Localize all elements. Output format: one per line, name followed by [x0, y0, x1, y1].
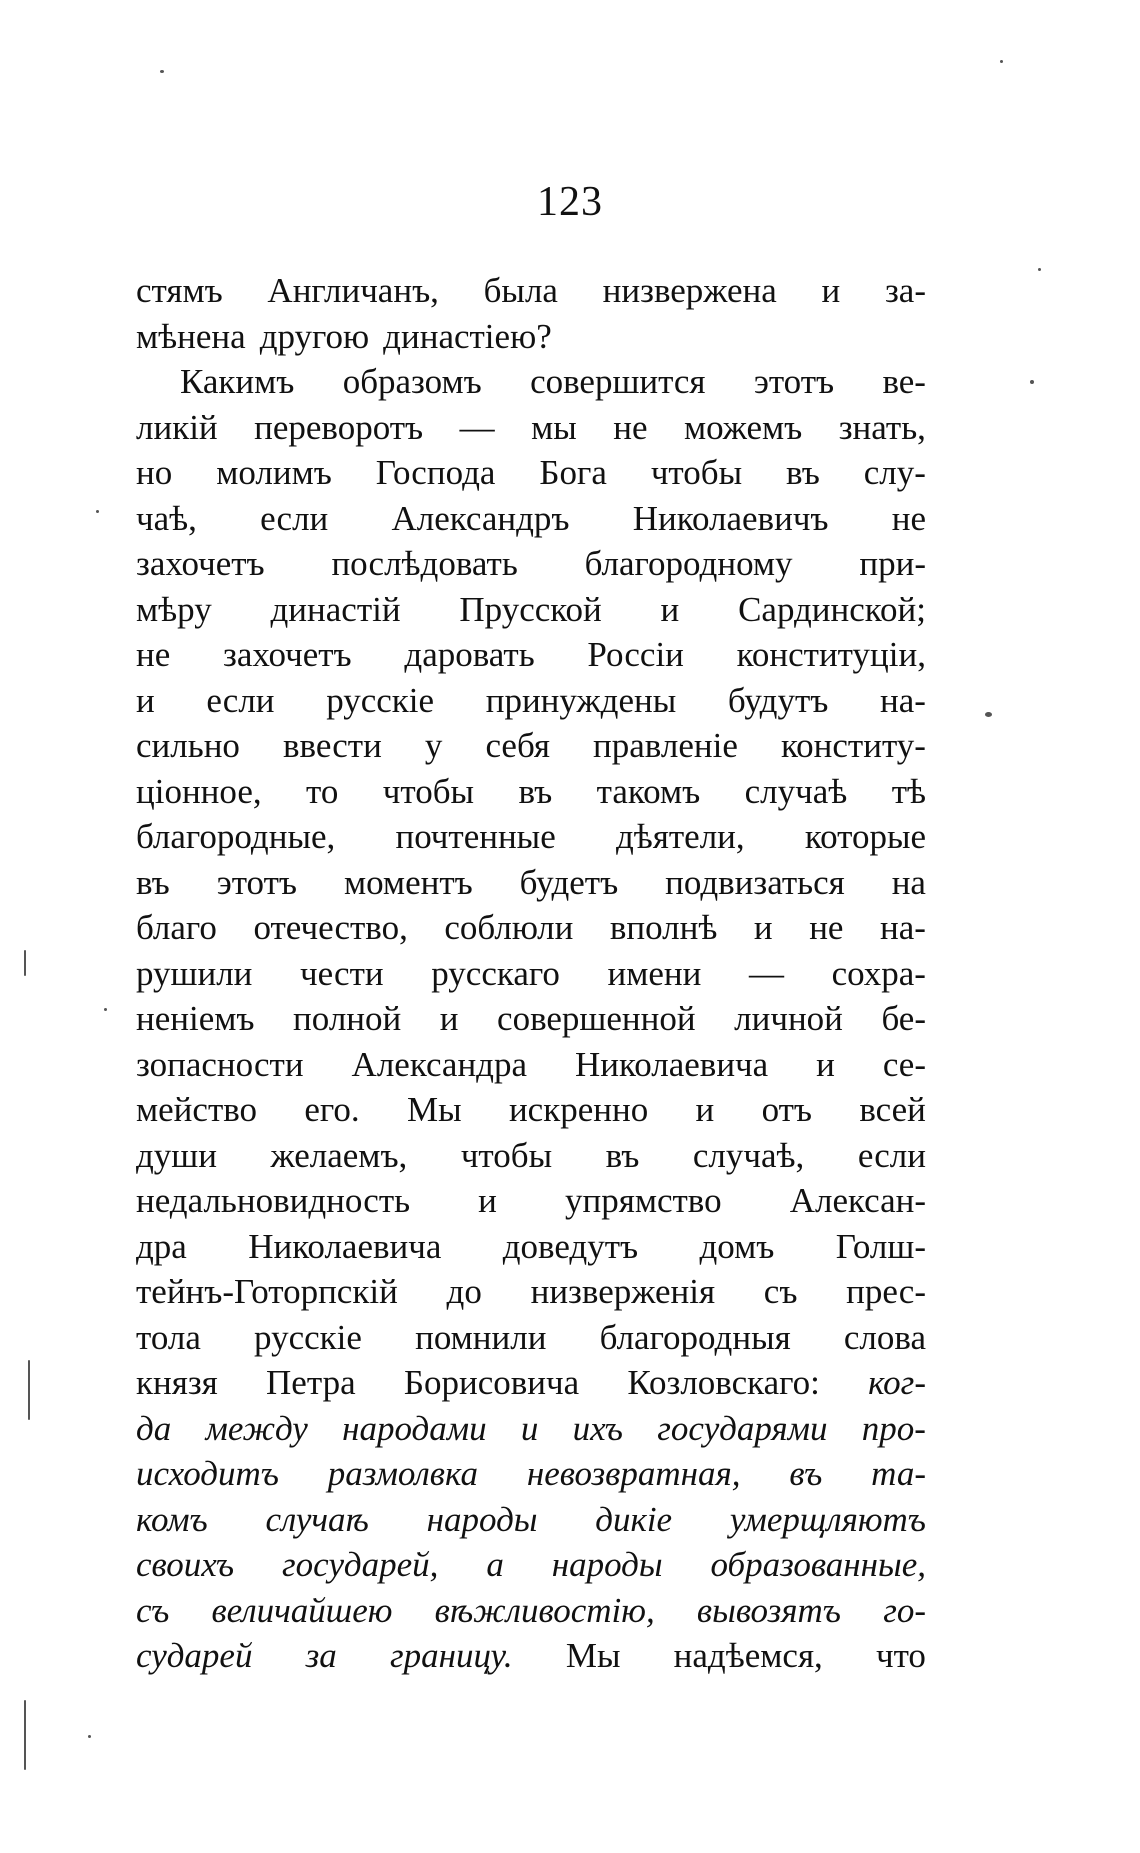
text-line — [136, 723, 926, 769]
text-line — [136, 541, 926, 587]
word: ког- — [868, 1363, 926, 1402]
word: души — [136, 1135, 217, 1175]
word: — — [459, 407, 495, 447]
text-line — [136, 905, 926, 951]
word: не — [136, 635, 171, 674]
word: и — [660, 589, 680, 629]
word: моментъ — [343, 862, 473, 902]
word: соблюли — [444, 908, 574, 947]
word: сударей — [136, 1636, 253, 1675]
word: даровать — [404, 635, 535, 674]
word: благородные, — [136, 817, 336, 856]
word: Сардинской; — [738, 589, 926, 629]
word: зопасности — [136, 1044, 304, 1084]
word: такомъ — [596, 771, 701, 811]
word: съ — [136, 1590, 170, 1630]
word: то — [306, 771, 339, 811]
word: совершится — [530, 362, 706, 401]
word: случаѣ — [265, 1499, 369, 1539]
word: чтобы — [460, 1135, 553, 1175]
text-line — [136, 1178, 926, 1224]
word: конститу- — [780, 726, 926, 765]
word: въ — [518, 771, 553, 811]
word: сильно — [136, 726, 240, 765]
word: династiй — [270, 589, 401, 629]
word: а — [486, 1545, 504, 1584]
word: Алексан- — [789, 1181, 926, 1220]
word: не — [809, 908, 844, 947]
word: ихъ — [572, 1408, 623, 1448]
word: отъ — [761, 1090, 813, 1129]
text-line — [136, 1406, 926, 1452]
word: правленiе — [593, 726, 738, 765]
scan-speck — [985, 712, 992, 717]
text-line — [136, 1588, 926, 1634]
text-line — [136, 314, 926, 360]
word: чаѣ, — [136, 498, 197, 538]
word: мѣру — [136, 589, 212, 629]
word: народами — [342, 1408, 487, 1448]
word: Николаевича — [574, 1044, 769, 1084]
word: и — [695, 1090, 715, 1129]
body-text — [136, 268, 926, 1679]
word: образованные, — [710, 1545, 926, 1584]
word: про- — [861, 1408, 926, 1448]
word: чести — [300, 953, 384, 993]
word: размолвка — [327, 1454, 478, 1493]
word: принуждены — [485, 680, 677, 720]
word: мейство — [136, 1090, 258, 1129]
scan-speck — [88, 1735, 91, 1738]
word: будутъ — [727, 680, 829, 720]
word: на- — [880, 680, 926, 720]
word: этотъ — [216, 862, 297, 902]
word: захочетъ — [136, 544, 265, 583]
word: Англичанъ, — [267, 271, 439, 310]
word: между — [205, 1408, 308, 1448]
word: личной — [734, 999, 843, 1038]
word: которые — [804, 817, 926, 856]
word: имени — [607, 953, 702, 993]
word: образомъ — [342, 362, 482, 401]
word: тейнъ-Готорпскiй — [136, 1272, 398, 1311]
text-line — [136, 1269, 926, 1315]
word: вѣжливостiю, — [434, 1590, 655, 1630]
text-line — [136, 1360, 926, 1406]
word: Николаевича — [248, 1226, 442, 1266]
word: да — [136, 1408, 172, 1448]
word: Господа — [375, 453, 496, 492]
word: государей, — [282, 1545, 439, 1584]
word: если — [206, 680, 275, 720]
word: была — [483, 271, 558, 310]
word: ввести — [283, 726, 382, 765]
word: комъ — [136, 1499, 208, 1539]
word: Николаевичъ — [632, 498, 829, 538]
word: до — [446, 1272, 482, 1311]
word: русскiе — [326, 680, 435, 720]
word: домъ — [699, 1226, 775, 1266]
text-line — [136, 359, 926, 405]
word: если — [260, 498, 329, 538]
word: будетъ — [519, 862, 619, 902]
text-line — [136, 632, 926, 678]
word: Александра — [351, 1044, 528, 1084]
word: чтобы — [382, 771, 475, 811]
word: — — [748, 953, 784, 993]
word: го- — [883, 1590, 926, 1630]
word: за- — [884, 271, 926, 310]
word: и — [520, 1408, 539, 1448]
word: низверженiя — [530, 1272, 716, 1311]
word: сохра- — [831, 953, 926, 993]
word: знать, — [838, 407, 926, 447]
text-line — [136, 1542, 926, 1588]
word: и — [816, 1044, 835, 1084]
word: себя — [485, 726, 550, 765]
word: доведутъ — [502, 1226, 639, 1266]
text-line — [136, 1633, 926, 1679]
word: слу- — [863, 453, 926, 492]
word: не — [613, 407, 648, 447]
word: Какимъ — [180, 362, 295, 401]
word: низвержена — [602, 271, 777, 310]
word: при- — [859, 544, 926, 583]
paragraph — [136, 359, 926, 1679]
word: своихъ — [136, 1545, 235, 1584]
text-line — [136, 1497, 926, 1543]
word: переворотъ — [254, 407, 424, 447]
word: ве- — [882, 362, 926, 401]
word: вполнѣ — [609, 908, 718, 947]
word: совершенной — [497, 999, 696, 1038]
text-line — [136, 587, 926, 633]
word: подвизаться — [665, 862, 845, 902]
word: у — [424, 726, 443, 765]
word: русскаго — [431, 953, 560, 993]
word: что — [876, 1636, 926, 1675]
word: исходитъ — [136, 1454, 279, 1493]
word: Козловскаго: — [627, 1363, 820, 1402]
word: дикiе — [595, 1499, 673, 1539]
text-line — [136, 268, 926, 314]
word: государями — [657, 1408, 828, 1448]
word: надѣемся, — [673, 1636, 823, 1675]
word: недальновидность — [136, 1181, 411, 1220]
word: стямъ — [136, 271, 223, 310]
word: цiонное, — [136, 771, 262, 811]
word: и — [478, 1181, 497, 1220]
word: въ — [605, 1135, 640, 1175]
word: Александръ — [391, 498, 570, 538]
word: Голш- — [835, 1226, 926, 1266]
word: бе- — [881, 999, 926, 1038]
word: Бога — [539, 453, 607, 492]
word: не — [891, 498, 926, 538]
word: почтенные — [395, 817, 556, 856]
paragraph — [136, 268, 926, 359]
scan-speck — [96, 510, 99, 513]
word: полной — [293, 999, 402, 1038]
text-line — [136, 769, 926, 815]
word: Прусской — [459, 589, 602, 629]
word: въ — [789, 1454, 823, 1493]
word: помнили — [415, 1317, 547, 1357]
word: и — [821, 271, 841, 310]
word: благородному — [584, 544, 793, 583]
word: слова — [843, 1317, 926, 1357]
word: молимъ — [216, 453, 332, 492]
text-line — [136, 1315, 926, 1361]
scan-speck — [24, 950, 26, 976]
word: случаѣ — [744, 771, 848, 811]
word: дѣятели, — [615, 817, 745, 856]
word: искренно — [508, 1090, 649, 1129]
text-line — [136, 1451, 926, 1497]
word: конституцiи, — [736, 635, 926, 674]
scan-speck — [104, 1008, 107, 1011]
word: но — [136, 453, 173, 492]
word: дра — [136, 1226, 187, 1266]
word: если — [857, 1135, 926, 1175]
word: благо — [136, 908, 217, 947]
text-line — [136, 1224, 926, 1270]
text-line — [136, 678, 926, 724]
word: величайшею — [211, 1590, 393, 1630]
page-number: 123 — [537, 179, 603, 225]
scan-speck — [160, 70, 164, 73]
word: тѣ — [891, 771, 926, 811]
scan-speck — [24, 1700, 26, 1770]
word: ликiй — [136, 407, 218, 447]
word: захочетъ — [223, 635, 352, 674]
word: князя — [136, 1363, 218, 1402]
word: его. — [304, 1090, 360, 1129]
word: рушили — [136, 953, 253, 993]
text-line — [136, 496, 926, 542]
word: династiею? — [383, 316, 552, 356]
word: и — [136, 680, 155, 720]
scan-speck — [1000, 60, 1003, 63]
word: въ — [136, 862, 170, 902]
scan-speck — [1038, 268, 1041, 271]
word: отечество, — [253, 908, 408, 947]
word: упрямство — [565, 1181, 722, 1220]
word: въ — [786, 453, 820, 492]
word: народы — [426, 1499, 538, 1539]
word: та- — [871, 1454, 926, 1493]
word: чтобы — [650, 453, 743, 492]
word: съ — [763, 1272, 798, 1311]
word: на- — [880, 908, 926, 947]
scan-speck — [1030, 380, 1034, 384]
word: благородныя — [599, 1317, 791, 1357]
text-line — [136, 951, 926, 997]
word: умерщляютъ — [729, 1499, 926, 1539]
word: ненiемъ — [136, 999, 255, 1038]
word: Россiи — [587, 635, 684, 674]
word: Мы — [565, 1636, 621, 1675]
text-line — [136, 814, 926, 860]
word: тола — [136, 1317, 201, 1357]
word: русскiе — [254, 1317, 362, 1357]
word: можемъ — [683, 407, 803, 447]
word: мы — [531, 407, 577, 447]
word: и — [439, 999, 459, 1038]
word: Петра — [266, 1363, 356, 1402]
scan-speck — [28, 1360, 30, 1420]
word: на — [891, 862, 926, 902]
word: Мы — [406, 1090, 462, 1129]
word: Борисовича — [403, 1363, 580, 1402]
word: другою — [259, 316, 370, 356]
word: желаемъ, — [270, 1135, 408, 1175]
word: вывозятъ — [696, 1590, 841, 1630]
word: и — [753, 908, 773, 947]
text-line — [136, 405, 926, 451]
text-line — [136, 450, 926, 496]
word: се- — [882, 1044, 926, 1084]
word: невозвратная, — [526, 1454, 741, 1493]
word: народы — [551, 1545, 663, 1584]
text-line — [136, 1087, 926, 1133]
word: прес- — [846, 1272, 926, 1311]
text-line — [136, 1042, 926, 1088]
text-line — [136, 996, 926, 1042]
word: этотъ — [753, 362, 835, 401]
word: границу. — [390, 1636, 513, 1675]
word: случаѣ, — [692, 1135, 805, 1175]
word: послѣдовать — [331, 544, 518, 583]
word: всей — [859, 1090, 926, 1129]
word: за — [305, 1636, 337, 1675]
text-line — [136, 860, 926, 906]
text-line — [136, 1133, 926, 1179]
word: мѣнена — [136, 316, 246, 356]
